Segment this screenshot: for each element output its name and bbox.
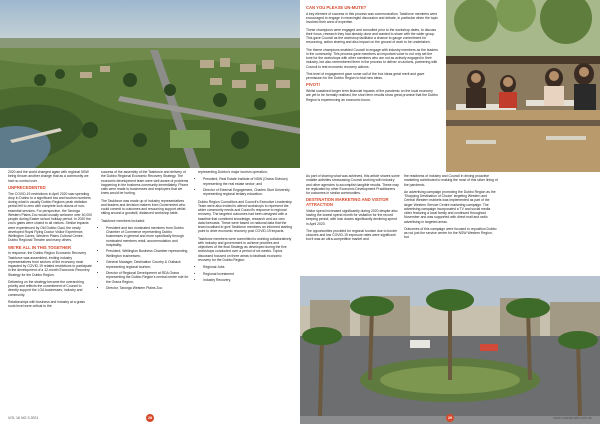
list-item: • Director of Regional Development at RDA Orana representing the Dubbo Region's central centre role for the Orana Region;	[106, 271, 189, 284]
list-item: • Director of External Engagement, Charles Sturt University representing regional tertiary education.	[203, 188, 292, 197]
left-column-3	[198, 170, 292, 286]
aerial-town-photo	[0, 0, 300, 168]
heading-pivot: PIVOT!	[306, 82, 320, 88]
right-page	[300, 0, 600, 424]
focus-areas-list	[198, 265, 292, 283]
taskforce-members-list-cont	[198, 177, 292, 196]
list-item: • General Manager, Destination Country & Outback representing regional tourism;	[106, 260, 189, 269]
paragraph: In response, the Dubbo Region Economic Recovery Taskforce was assembled, inviting industry representatives from sectors of the economy most impacted by COVID-19 related restrictions to participate in the development of a 12-month Economic Recovery Strategy for the Dubbo Region.	[8, 251, 92, 277]
outdoor-cafe-photo	[446, 0, 600, 172]
paragraph: These champions were engaged and consulted prior to the workshop dates, to discuss their focus, research they had already done and wanted to share with the wider group. This gave Council as the workshop facilitator a chance to gauge commitment for resourcing, action sharing and also impact on the ground of work to be undertaken.	[306, 27, 437, 45]
paragraph: success of the assembly of the Taskforce and delivery of the Dubbo Regional Economic Recovery Strategy. The economic development team were well aware of problems happening in the business community immediately. Phone calls were made to businesses and employers that we knew would be hurting.	[101, 170, 189, 196]
paragraph: As part of sharing what was achieved, this article shares some notable activities showcasing Council working with industry and other agencies to accomplish tangible results. These may be replicated by other Economic Development Practitioners for outcomes in similar communities.	[306, 174, 400, 195]
list-item: • President, Real Estate Institute of NSW (Orana Division) representing the real estate sector; and	[203, 177, 292, 186]
issue-footer: VOL 16 NO 3 2021	[8, 416, 39, 420]
website-footer: www.edaustralia.com.au	[553, 416, 592, 420]
paragraph: The Taskforce was made up of industry representatives and leaders and decision makers from Government who could commit to outcomes and resourcing support whilst sitting around a goodwill, distanced workshop table.	[101, 198, 186, 216]
paragraph: Visitor spend increased significantly during 2020 despite also having the lowest spend month for visitation for the record keeping period, with lock downs significantly declining spend in April 2020.	[306, 208, 398, 226]
paragraph: The opportunities provided for regional tourism due to border closures and low COVID-19 exposure rates were significant but it was an ultra-competitive market and	[306, 228, 398, 242]
heading-destination-marketing: DESTINATION MARKETING AND VISITOR ATTRACTION	[306, 197, 389, 208]
intro-paragraph: 2020 and the world changed again with regional NSW being thrown another change that as a community we had no control over.	[8, 170, 89, 183]
heading-unprecedented: UNPRECEDENTED	[8, 184, 46, 190]
list-item: • Regional Investment	[203, 272, 292, 276]
paragraph: A key element of success in this process was communication. Taskforce members were encouraged to engage in meaningful discussion and debate, in particular when the topic involved their area of expertise.	[306, 11, 438, 25]
list-item: • Regional Jobs	[203, 265, 292, 269]
paragraph: representing Dubbo's major tourism operation;	[198, 170, 268, 174]
paragraph: The COVID-19 restrictions in April 2020 saw spending drop in Dubbo to a significant low and tourism numbers during what is usually Dubbo Regions peak visitation period fell to zero with complete lock downs of non-essential services. For perspective, the Taronga Western Plains Zoo would usually welcome over 40,000 people during Easter school holiday period. In 2020 the zoo's gates were closed to all visitors. Similar impacts were experienced by Old Dubbo Gaol, the newly developed Royal Flying Doctor Visitor Experience, Wellington Caves, Western Plains Cultural Centre, Dubbo Regional Theatre and many others.	[8, 191, 92, 243]
heading-unmute: CAN YOU PLEASE UN-MUTE?	[306, 5, 367, 10]
paragraph: Taskforce members were committed to working collaboratively with industry and government to achieve priorities and objectives of the final Strategy as developed during the five workshops conducted over a period of six weeks. Topics discussed focused on three areas to fasttrack economic recovery for the Dubbo Region:	[198, 236, 292, 262]
page-number-badge: 28	[148, 416, 152, 420]
paragraph: Dubbo Region Councillors and Council's Executive Leadership Team were also invited to attend workshops to represent the wider community needs and Council's response to regional recovery. The targeted outcomes had been designed with a baseline that combined knowledge, research and our own data forecasts. These were based on national data that the team localised to give Taskforce members an informed starting point to drive economic recovery post COVID-19 impacts.	[198, 199, 292, 234]
paragraph: Relationships with business and industry at a grass roots level were critical to the	[8, 299, 85, 309]
street-roundabout-photo	[300, 276, 600, 424]
paragraph: The theme champions enabled Council to engage with industry members as the leaders in the community. This process gave members an important voice to not only set the tone for the workshops with other members who are not as actively engaged in their industry, but also remembered them in the process to deliver on actions, partnering with Council to test economic recovery actions.	[306, 47, 438, 69]
paragraph: the readiness of industry and Council in driving proactive marketing contributed to making the most of this silver lining of the pandemic.	[404, 174, 498, 187]
paragraph: Delivering on the strategy became the overarching priority and reflects the commitment of Council to directly support the LGA businesses, industry and community.	[8, 279, 84, 297]
paragraph: Whilst sustained longer term financial impacts of the pandemic on the local economy are yet to be formally realised, the short term results show great promise that the Dubbo Region is experiencing an economic boom.	[306, 89, 438, 102]
list-item: • President and two nominated members from Dubbo Chamber of Commerce representing Dubbo businesses in general and more specifically through nominated members retail, accommodation and hospitality;	[106, 226, 189, 247]
page-number-badge: 29	[448, 416, 452, 420]
left-column-2	[101, 170, 189, 294]
list-item: • Industry Recovery.	[203, 278, 292, 282]
paragraph: Taskforce members included:	[101, 218, 146, 223]
right-column-2	[306, 174, 400, 245]
paragraph: An advertising campaign promoting the Dubbo Region as the 'Shopping Destination of Choice' targeting Western and Central Western markets was implemented as part of the larger Western Service Centre marketing campaign. The advertising campaign incorporated a TV and social media video featuring a local family and continued throughout November and was supported with direct mail and radio advertising in targeted areas.	[404, 189, 496, 224]
left-column-1	[8, 170, 92, 311]
paragraph: Outcomes of this campaign were focused to reposition Dubbo as not just the service centre for the NSW Western Region, but	[404, 226, 497, 240]
list-item: • President, Wellington Business Chamber representing Wellington businesses;	[106, 249, 189, 258]
heading-all-in-this-together: WE'RE ALL IN THIS TOGETHER	[8, 244, 72, 250]
paragraph: This level of engagement gave some call of the box ideas great merit and gave permission for the Dubbo Region to trial new ideas.	[306, 71, 425, 81]
list-item: • Director, Taronga Western Plains Zoo	[106, 286, 189, 290]
right-column-1	[306, 4, 438, 105]
taskforce-members-list	[101, 226, 189, 291]
right-column-3	[404, 174, 498, 243]
